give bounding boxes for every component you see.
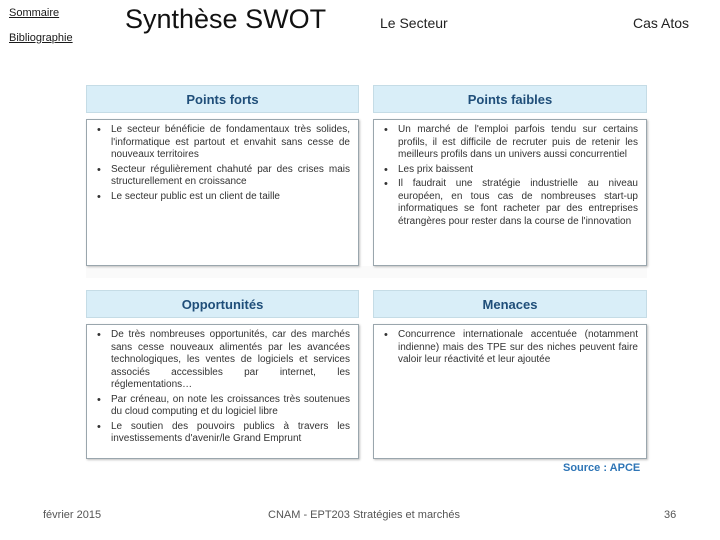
- swot-separator: [86, 266, 647, 278]
- list-item: • Secteur régulièrement chahuté par des crises mais structurellement en croissance: [111, 164, 350, 189]
- header-link-cas-atos[interactable]: Cas Atos: [633, 15, 690, 31]
- swot-quadrant-forces: [86, 85, 359, 266]
- page-title: Synthèse SWOT: [125, 4, 327, 34]
- list-item: • Les prix baissent: [398, 164, 638, 177]
- list-item: • Le soutien des pouvoirs publics à travers les investissements d'avenir/le Grand Emprunt: [111, 421, 350, 446]
- quadrant-heading: Opportunités: [86, 290, 359, 318]
- nav-link-bibliographie[interactable]: Bibliographie: [9, 32, 73, 44]
- swot-quadrant-faiblesses: [373, 85, 647, 266]
- list-item: • Il faudrait une stratégie industrielle au niveau européen, en tous cas de nombreuses start-up informatiques se font racheter par des entreprises étrangères pour rester dans la course de l'innovation: [398, 178, 638, 228]
- quadrant-body: [373, 324, 647, 459]
- swot-quadrant-opportunites: [86, 290, 359, 459]
- footer-course: CNAM - EPT203 Stratégies et marchés: [268, 509, 460, 521]
- nav-link-sommaire[interactable]: Sommaire: [9, 7, 60, 19]
- quadrant-heading: Menaces: [373, 290, 647, 318]
- list-item: • De très nombreuses opportunités, car des marchés sans cesse nouveaux alimentés par les avancées technologiques, les ventes de logiciels et services associés accessibles par internet, les réglementations…: [111, 329, 350, 392]
- swot-quadrant-menaces: [373, 290, 647, 459]
- quadrant-heading: Points faibles: [373, 85, 647, 113]
- footer-page-number: 36: [664, 509, 677, 521]
- footer-date: février 2015: [43, 509, 102, 521]
- source-label: Source : APCE: [563, 462, 641, 474]
- header-link-secteur[interactable]: Le Secteur: [380, 15, 448, 31]
- quadrant-body: [86, 324, 359, 459]
- list-item: • Le secteur bénéficie de fondamentaux très solides, l'informatique est partout et envahit sans cesse de nouveaux territoires: [111, 124, 350, 162]
- list-item: • Concurrence internationale accentuée (notamment indienne) mais des TPE sur des niches peuvent faire valoir leur réactivité et leur ajoutée: [398, 329, 638, 367]
- list-item: • Par créneau, on note les croissances très soutenues du cloud computing et du logiciel libre: [111, 394, 350, 419]
- quadrant-heading: Points forts: [86, 85, 359, 113]
- list-item: • Le secteur public est un client de taille: [111, 191, 350, 204]
- list-item: • Un marché de l'emploi parfois tendu sur certains profils, il est difficile de recruter puis de retenir les meilleurs profils dans un univers aussi concurrentiel: [398, 124, 638, 162]
- quadrant-body: [86, 119, 359, 266]
- quadrant-body: [373, 119, 647, 266]
